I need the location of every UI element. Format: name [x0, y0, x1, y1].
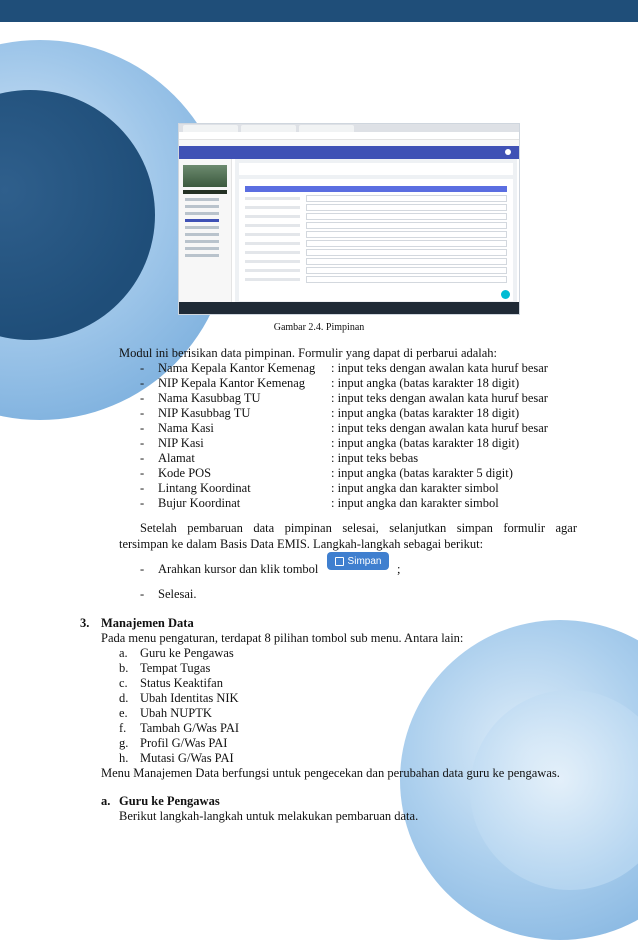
sidebar-item [185, 205, 219, 208]
form-row [245, 267, 507, 273]
list-letter: d. [119, 691, 129, 705]
browser-tab [241, 125, 296, 132]
form-row [245, 213, 507, 219]
field-dash: - [140, 376, 145, 390]
page-header-bar [0, 0, 638, 22]
profile-photo [183, 165, 227, 187]
save-icon [335, 557, 344, 566]
intro-text: Modul ini berisikan data pimpinan. Formulir yang dapat di perbarui adalah: [119, 346, 498, 360]
field-desc: : input angka dan karakter simbol [331, 496, 499, 510]
list-item: Tempat Tugas [140, 661, 211, 675]
field-name: NIP Kasi [158, 436, 204, 450]
form-row [245, 195, 507, 201]
field-name: NIP Kepala Kantor Kemenag [158, 376, 306, 390]
list-letter: g. [119, 736, 129, 750]
list-item: Ubah Identitas NIK [140, 691, 239, 705]
form-card [239, 179, 513, 301]
figure-caption: Gambar 2.4. Pimpinan [273, 322, 365, 333]
app-main [235, 159, 517, 302]
form-row [245, 276, 507, 282]
sidebar-item [185, 198, 219, 201]
field-desc: : input angka (batas karakter 18 digit) [331, 436, 520, 450]
floating-action-button [501, 290, 510, 299]
simpan-button-label: Simpan [347, 555, 382, 567]
subsection-title: Guru ke Pengawas [119, 794, 220, 808]
field-desc: : input angka dan karakter simbol [331, 481, 499, 495]
profile-name [183, 190, 227, 194]
form-row [245, 231, 507, 237]
field-desc: : input angka (batas karakter 18 digit) [331, 406, 520, 420]
field-dash: - [140, 481, 145, 495]
field-name: Nama Kasi [158, 421, 214, 435]
form-row [245, 258, 507, 264]
subsection-text: Berikut langkah-langkah untuk melakukan pembaruan data. [119, 809, 419, 823]
list-item: Profil G/Was PAI [140, 736, 228, 750]
step-2-text: Selesai. [158, 587, 197, 601]
list-letter: c. [119, 676, 128, 690]
form-row [245, 249, 507, 255]
list-item: Tambah G/Was PAI [140, 721, 240, 735]
field-name: Alamat [158, 451, 195, 465]
section-intro: Pada menu pengaturan, terdapat 8 pilihan tombol sub menu. Antara lain: [101, 631, 464, 645]
form-row [245, 204, 507, 210]
field-dash: - [140, 451, 145, 465]
list-letter: e. [119, 706, 128, 720]
browser-tab [183, 125, 238, 132]
list-item: Guru ke Pengawas [140, 646, 234, 660]
step-1-end: ; [397, 562, 401, 576]
user-icon [505, 149, 511, 155]
sidebar-item [185, 226, 219, 229]
sidebar-item [185, 233, 219, 236]
windows-taskbar [179, 302, 519, 314]
step-dash: - [140, 587, 145, 601]
field-name: Lintang Koordinat [158, 481, 251, 495]
field-desc: : input teks dengan awalan kata huruf besar [331, 391, 548, 405]
field-name: Nama Kepala Kantor Kemenag [158, 361, 316, 375]
list-item: Status Keaktifan [140, 676, 223, 690]
list-letter: f. [119, 721, 127, 735]
sidebar-item [185, 247, 219, 250]
field-desc: : input teks bebas [331, 451, 419, 465]
step-dash: - [140, 562, 145, 576]
step-1-text: Arahkan kursor dan klik tombol [158, 562, 319, 576]
field-dash: - [140, 496, 145, 510]
sidebar-item [185, 240, 219, 243]
sidebar-item [185, 254, 219, 257]
form-row [245, 240, 507, 246]
field-name: Bujur Koordinat [158, 496, 241, 510]
field-dash: - [140, 391, 145, 405]
field-name: NIP Kasubbag TU [158, 406, 251, 420]
section-title: Manajemen Data [101, 616, 194, 630]
browser-tabs [179, 124, 519, 132]
field-desc: : input teks dengan awalan kata huruf besar [331, 361, 548, 375]
app-sidebar [179, 159, 232, 302]
form-row [245, 222, 507, 228]
subsection-letter: a. [101, 794, 111, 808]
list-letter: a. [119, 646, 128, 660]
field-dash: - [140, 361, 145, 375]
field-desc: : input teks dengan awalan kata huruf besar [331, 421, 548, 435]
section-number: 3. [80, 616, 90, 630]
section-summary: Menu Manajemen Data berfungsi untuk pengecekan dan perubahan data guru ke pengawas. [101, 766, 560, 780]
list-item: Ubah NUPTK [140, 706, 212, 720]
dashboard-title-card [239, 163, 513, 175]
list-letter: b. [119, 661, 129, 675]
field-desc: : input angka (batas karakter 5 digit) [331, 466, 513, 480]
list-letter: h. [119, 751, 129, 765]
figure-screenshot [178, 123, 520, 315]
field-dash: - [140, 436, 145, 450]
simpan-button[interactable] [327, 552, 389, 570]
list-item: Mutasi G/Was PAI [140, 751, 234, 765]
app-header [179, 146, 519, 159]
after-update-line1: Setelah pembaruan data pimpinan selesai, selanjutkan simpan formulir agar [140, 521, 577, 535]
after-update-line2: tersimpan ke dalam Basis Data EMIS. Langkah-langkah sebagai berikut: [119, 537, 484, 551]
form-section-bar [245, 186, 507, 192]
field-name: Nama Kasubbag TU [158, 391, 261, 405]
field-desc: : input angka (batas karakter 18 digit) [331, 376, 520, 390]
field-dash: - [140, 466, 145, 480]
browser-address-bar [179, 132, 519, 140]
sidebar-item-active [185, 219, 219, 222]
field-dash: - [140, 406, 145, 420]
field-dash: - [140, 421, 145, 435]
sidebar-item [185, 212, 219, 215]
field-name: Kode POS [158, 466, 212, 480]
browser-tab [299, 125, 354, 132]
